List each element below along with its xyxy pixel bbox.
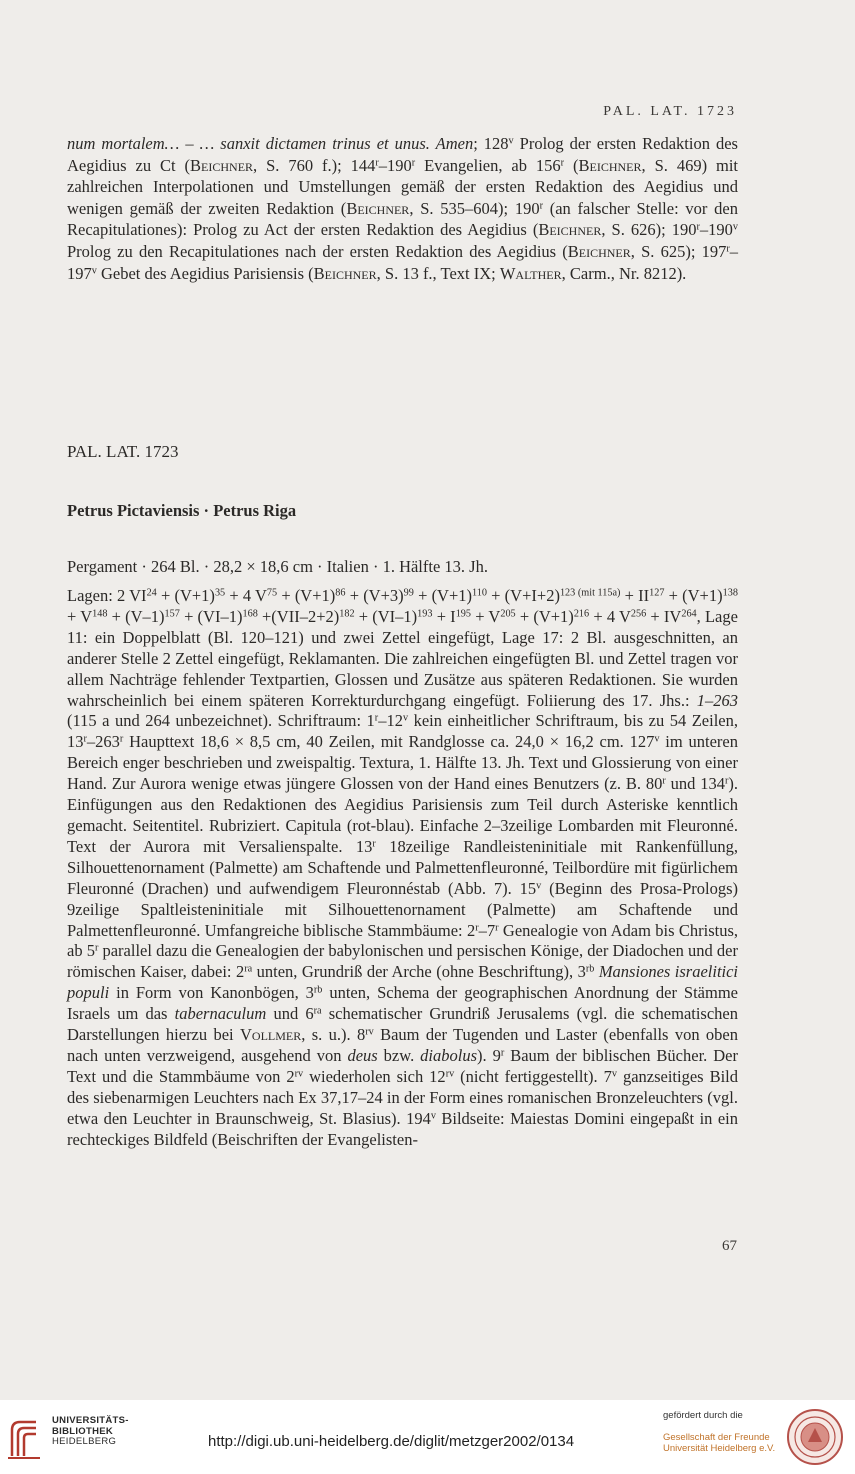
description-paragraph: Lagen: 2 $VI^{24} + (V+1)^{35} + 4$ $V^{75} + (V+1)^{86} + (V+3)^{99} + (V+1)^{110} + (V+I+2)^{123 (mit 115a)} + II^{127} + (V+1)^{138} + V^{148} + (V-1)^{157} + (VI-1)^{168} +(VII-2+2)^{182} + (VI-1)^{193} + I^{195} + V^{205} + (V+1)^{216} + 4$ $V^{256} + IV^{264}$, Lage 11: ein Doppelblatt (Bl. 120–121) und zwei Zettel eingefügt, Lage 17: 2 Bl. ausgeschnitten, an anderer Stelle 2 Zettel eingefügt, Reklamanten. Die zahlreichen eingefügten Bl. und Zettel tragen vor allem Nachträge fehlender Textpartien, Glossen und Zusätze aus späteren Redaktionen. Sie wurden wahrscheinlich bei einem späteren Korrekturdurchgang eingefügt. Foliierung des 17. Jhs.: 1–263 (115 a und 264 unbezeichnet). Schriftraum: 1$^r$–12$^v$ kein einheitlicher Schriftraum, bis zu 54 Zeilen, 13$^r$–263$^r$ Haupttext 18,6 × 8,5 cm, 40 Zeilen, mit Randglosse ca. 24,0 × 16,2 cm. 127$^v$ im unteren Bereich enger beschrieben und zweispaltig. Textura, 1. Hälfte 13. Jh. Text und Glossierung von einer Hand. Zur Aurora wenige etwas jüngere Glossen von der Hand eines Benutzers (z. B. 80$^r$ und 134$^r$). Einfügungen aus den Redaktionen des Aegidius Parisiensis zum Teil durch Asteriske kenntlich gemacht. Seitentitel. Rubriziert. Capitula (rot-blau). Einfache 2–3zeilige Lombarden mit Fleuronné. Text der Aurora mit Versalienspalte. 13$^r$ 18zeilige Randleisteninitiale mit Rankenfüllung, Silhouettenornament (Palmette) am Schaftende und Palmettenfleuronné, Teilbordüre mit figürlichem Fleuronné (Drachen) und aufwendigem Fleuronnéstab (Abb. 7). 15$^v$ (Beginn des Prosa-Prologs) 9zeilige Spaltleisteninitiale mit Silhouettenornament (Palmette) am Schaftende und Palmettenfleuronné. Umfangreiche biblische Stammbäume: 2$^r$–7$^r$ Genealogie von Adam bis Christus, ab 5$^r$ parallel dazu die Genealogien der babylonischen und persischen Könige, der Diadochen und der römischen Kaiser, dabei: $2^{ra}$ unten, Grundriß der Arche (ohne Beschriftung), $3^{rb}$ Mansiones israelitici populi in Form von Kanonbögen, $3^{rb}$ unten, Schema der geographischen Anordnung der Stämme Israels um das tabernaculum und $6^{ra}$ schematischer Grundriß Jerusalems (vgl. die schematischen Darstellungen hierzu bei Vollmer, s. u.). $8^{rv}$ Baum der Tugenden und Laster (ebenfalls von oben nach unten verzweigend, ausgehend von deus bzw. diabolus). 9$^r$ Baum der biblischen Bücher. Der Text und die Stammbäume von $2^{rv}$ wiederholen sich $12^{rv}$ (nicht fertiggestellt). 7$^v$ ganzseitiges Bild des siebenarmigen Leuchters nach Ex 37,17–24 in der Form eines romanischen Bronzeleuchters (vgl. etwa den Leuchter in Braunschweig, St. Blasius). 194$^v$ Bildseite: Maiestas Domini eingepaßt in ein rechteckiges Bildfeld (Beischriften der Evangelisten- — [67, 586, 739, 1149]
funded-by-label: gefördert durch die — [663, 1410, 743, 1421]
footer-bar — [0, 1400, 855, 1474]
society-name — [663, 1432, 775, 1454]
library-name-line1: UNIVERSITÄTS- — [52, 1415, 129, 1426]
society-name-line2: Universität Heidelberg e.V. — [663, 1443, 776, 1454]
continued-paragraph: num mortalem… – … sanxit dictamen trinus et unus. Amen; 128$^v$ Prolog der ersten Redaktion des Aegidius zu Ct (Beichner, S. 760 f.); 144$^r$–190$^r$ Evangelien, ab 156$^r$ (Beichner, S. 469) mit zahlreichen Interpolationen und Umstellungen gemäß der ersten Redaktion des Aegidius und wenigen gemäß der zweiten Redaktion (Beichner, S. 535–604); 190$^r$ (an falscher Stelle: vor den Recapitulationes): Prolog zu Act der ersten Redaktion des Aegidius (Beichner, S. 626); 190$^r$–190$^v$ Prolog zu den Recapitulationes nach der ersten Redaktion des Aegidius (Beichner, S. 625); 197$^r$–197$^v$ Gebet des Aegidius Parisiensis (Beichner, S. 13 f., Text IX; Walther, Carm., Nr. 8212). — [67, 134, 738, 283]
library-name-line3: HEIDELBERG — [52, 1436, 117, 1447]
manuscript-physical-description: Pergament · 264 Bl. · 28,2 × 18,6 cm · Italien · 1. Hälfte 13. Jh. — [67, 557, 488, 576]
permalink-url[interactable]: http://digi.ub.uni-heidelberg.de/diglit/metzger2002/0134 — [208, 1433, 575, 1450]
society-name-line1: Gesellschaft der Freunde — [663, 1432, 770, 1443]
university-seal-icon — [786, 1408, 844, 1466]
university-library-name — [52, 1416, 129, 1448]
manuscript-heading: Petrus Pictaviensis · Petrus Riga — [67, 501, 297, 520]
running-head: PAL. LAT. 1723 — [603, 104, 737, 119]
page-number: 67 — [722, 1238, 737, 1254]
manuscript-shelfmark: PAL. LAT. 1723 — [67, 442, 179, 461]
library-name-line2: BIBLIOTHEK — [52, 1425, 114, 1437]
university-library-logo-icon — [6, 1416, 46, 1460]
